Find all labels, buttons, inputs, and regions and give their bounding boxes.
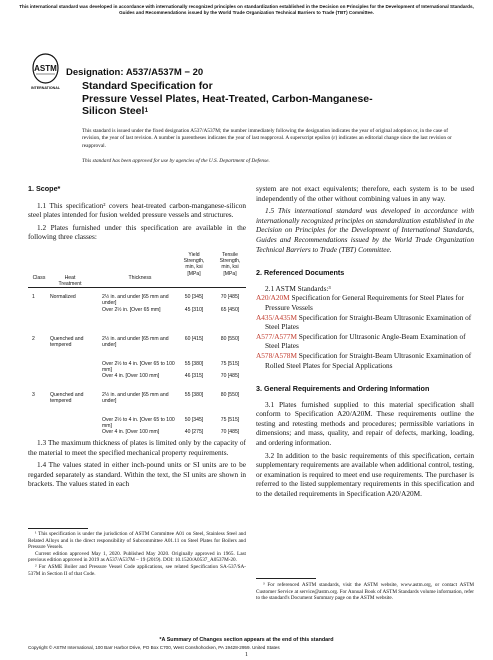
left-footnotes xyxy=(28,531,246,577)
dod-approval: This standard has been approved for use by agencies of the U.S. Department of Defense. xyxy=(82,158,270,164)
paragraph-1-4: 1.4 The values stated in either inch-pound units or SI units are to be regarded separately as standard. Within the text, the SI units are shown in brackets. The values stated in each xyxy=(28,460,246,489)
copyright-line: Copyright © ASTM International, 100 Barr Harbor Drive, PO Box C700, West Conshohocken, PA 19428-2959. United States xyxy=(28,645,280,650)
table-tensile-cell: 80 [550] xyxy=(220,392,240,398)
title-line-2: Pressure Vessel Plates, Heat-Treated, Carbon-Manganese- xyxy=(82,92,373,105)
table-heat-treatment-cell: Quenched and tempered xyxy=(50,336,84,349)
table-thickness-cell: 2½ in. and under [65 mm and under] xyxy=(102,294,169,307)
table-tensile-cell: 70 [485] xyxy=(220,294,240,300)
logo-text: ASTM xyxy=(34,64,57,73)
footnote-rule xyxy=(28,528,88,529)
summary-of-changes-note: *A Summary of Changes section appears at the end of this standard xyxy=(159,637,334,643)
table-header-cell: Thickness xyxy=(128,275,152,281)
table-class-cell: 1 xyxy=(32,294,35,300)
table-tensile-cell: 70 [485] xyxy=(220,373,240,379)
reference-link[interactable]: A20/A20M xyxy=(256,293,290,303)
table-class-cell: 3 xyxy=(32,392,35,398)
table-yield-cell: 60 [415] xyxy=(184,336,204,342)
paragraph-1-4-continued: system are not exact equivalents; therefore, each system is to be used independently of the other without combining values in any way. xyxy=(256,184,474,203)
footnote-1: ¹ This specification is under the jurisdiction of ASTM Committee A01 on Steel, Stainless Steel and Related Alloys and is the direct responsibility of Subcommittee A01.11 on Steel Plates for Boilers and Pressure Vessels. xyxy=(28,531,246,551)
reference-list xyxy=(256,293,474,370)
right-column xyxy=(256,184,474,499)
referenced-documents-heading: 2. Referenced Documents xyxy=(256,268,345,278)
table-thickness-cell: Over 2½ to 4 in. [Over 65 to 100 mm] xyxy=(102,417,175,430)
table-tensile-cell: 80 [550] xyxy=(220,336,240,342)
table-heat-treatment-cell: Quenched and tempered xyxy=(50,392,84,405)
table-thickness-cell: Over 2½ to 4 in. [Over 65 to 100 mm] xyxy=(102,361,175,374)
reference-item xyxy=(256,293,474,312)
table-header-rule xyxy=(28,287,246,288)
international-standard-notice: This international standard was developed in accordance with internationally recognized principles on standardization established in the Decision on Principles for the Development of International Standards, Guides and Recommendations issued by the World Trade Organization Technical Barriers to Trade (TBT) Committee. xyxy=(19,4,474,16)
table-tensile-cell: 70 [485] xyxy=(220,429,240,435)
table-header-cell: Yield Strength, min, ksi [MPa] xyxy=(183,252,205,277)
reference-item xyxy=(256,351,474,370)
table-yield-cell: 50 [345] xyxy=(184,417,204,423)
table-thickness-cell: Over 4 in. [Over 100 mm] xyxy=(102,429,160,435)
astm-logo xyxy=(30,52,61,92)
paragraph-2-1: 2.1 ASTM Standards:³ xyxy=(265,283,331,293)
paragraph-3-1: 3.1 Plates furnished supplied to this material specification shall conform to Specification A20/A20M. These requirements outline the testing and retesting methods and procedures; permissible variations in dimensions; and mass, quality, and repair of defects, marking, loading, and ordering information. xyxy=(256,399,474,448)
reference-title: Specification for General Requirements for Steel Plates for Pressure Vessels xyxy=(265,293,464,312)
designation: Designation: A537/A537M − 20 xyxy=(66,67,204,78)
class-table xyxy=(28,252,246,444)
left-column-lower xyxy=(28,438,246,489)
page-number: 1 xyxy=(245,652,248,658)
scope-heading: 1. Scope* xyxy=(28,184,61,193)
footnote-2: ² For ASME Boiler and Pressure Vessel Code applications, see related Specification SA-537/SA-537M in Section II of that Code. xyxy=(28,563,246,577)
paragraph-1-1: 1.1 This specification² covers heat-treated carbon-manganese-silicon steel plates intended for fusion welded pressure vessels and structures. xyxy=(28,200,246,220)
document-title xyxy=(82,80,442,118)
reference-title: Specification for Ultrasonic Angle-Beam Examination of Steel Plates xyxy=(265,331,466,351)
reference-link[interactable]: A577/A577M xyxy=(256,331,297,341)
table-yield-cell: 45 [310] xyxy=(184,307,204,313)
general-requirements-heading: 3. General Requirements and Ordering Information xyxy=(256,384,430,394)
reference-title: Specification for Straight-Beam Ultrasonic Examination of Rolled Steel Plates for Special Applications xyxy=(265,350,472,370)
table-header-cell: Tensile Strength, min, ksi [MPa] xyxy=(219,252,241,277)
issue-note: This standard is issued under the fixed designation A537/A537M; the number immediately following the designation indicates the year of original adoption or, in the case of revision, the year of last revision. A number in parentheses indicates the year of last reapproval. A superscript epsilon (ε) indicates an editorial change since the last revision or reapproval. xyxy=(82,128,452,149)
table-yield-cell: 55 [380] xyxy=(184,361,204,367)
footnote-1-edition: Current edition approved May 1, 2020. Published May 2020. Originally approved in 1965. Last previous edition approved in 2019 as A537/A537M – 19 (2019). DOI: 10.1520/A0537_A0537M-20. xyxy=(28,550,246,564)
table-class-cell: 2 xyxy=(32,336,35,342)
reference-item xyxy=(256,332,474,351)
title-footnote-mark: 1 xyxy=(144,107,149,114)
table-thickness-cell: 2½ in. and under [65 mm and under] xyxy=(102,392,169,405)
reference-link[interactable]: A435/A435M xyxy=(256,312,297,322)
title-line-1: Standard Specification for xyxy=(82,80,213,92)
table-thickness-cell: Over 2½ in. [Over 65 mm] xyxy=(102,307,161,313)
paragraph-1-2: 1.2 Plates furnished under this specification are available in the following three classes: xyxy=(28,222,246,242)
table-tensile-cell: 75 [515] xyxy=(220,361,240,367)
table-tensile-cell: 65 [450] xyxy=(220,307,240,313)
right-footnote-rule xyxy=(256,578,316,579)
title-line-3: Silicon Steel xyxy=(82,105,145,117)
logo-subtext: INTERNATIONAL xyxy=(30,86,61,90)
paragraph-3-2: 3.2 In addition to the basic requirements of this specification, certain supplementary requirements are available when additional control, testing, or examination is required to meet end use requirements. The purchaser is referred to the listed supplementary requirements in this specification and to the detailed requirements in Specification A20/A20M. xyxy=(256,450,474,499)
table-header-cell: Class xyxy=(32,275,46,281)
table-yield-cell: 46 [315] xyxy=(184,373,204,379)
reference-item xyxy=(256,313,474,332)
table-thickness-cell: 2½ in. and under [65 mm and under] xyxy=(102,336,169,349)
paragraph-1-3: 1.3 The maximum thickness of plates is limited only by the capacity of the material to meet the specified mechanical property requirements. xyxy=(28,438,246,457)
table-yield-cell: 55 [380] xyxy=(184,392,204,398)
left-column xyxy=(28,184,246,242)
table-yield-cell: 40 [275] xyxy=(184,429,204,435)
table-heat-treatment-cell: Normalized xyxy=(50,294,76,300)
reference-link[interactable]: A578/A578M xyxy=(256,350,297,360)
table-yield-cell: 50 [345] xyxy=(184,294,204,300)
table-thickness-cell: Over 4 in. [Over 100 mm] xyxy=(102,373,160,379)
reference-title: Specification for Straight-Beam Ultrasonic Examination of Steel Plates xyxy=(265,312,472,332)
table-header-cell: Heat Treatment xyxy=(58,275,82,288)
paragraph-1-5: 1.5 This international standard was developed in accordance with internationally recognized principles on standardization established in the Decision on Principles for the Development of International Standards, Guides and Recommendations issued by the World Trade Organization Technical Barriers to Trade (TBT) Committee. xyxy=(256,206,474,254)
footnote-3: ³ For referenced ASTM standards, visit the ASTM website, www.astm.org, or contact ASTM Customer Service at service@astm.org. For Annual Book of ASTM Standards volume information, refer to the standard's Document Summary page on the ASTM website. xyxy=(256,582,474,602)
table-tensile-cell: 75 [515] xyxy=(220,417,240,423)
